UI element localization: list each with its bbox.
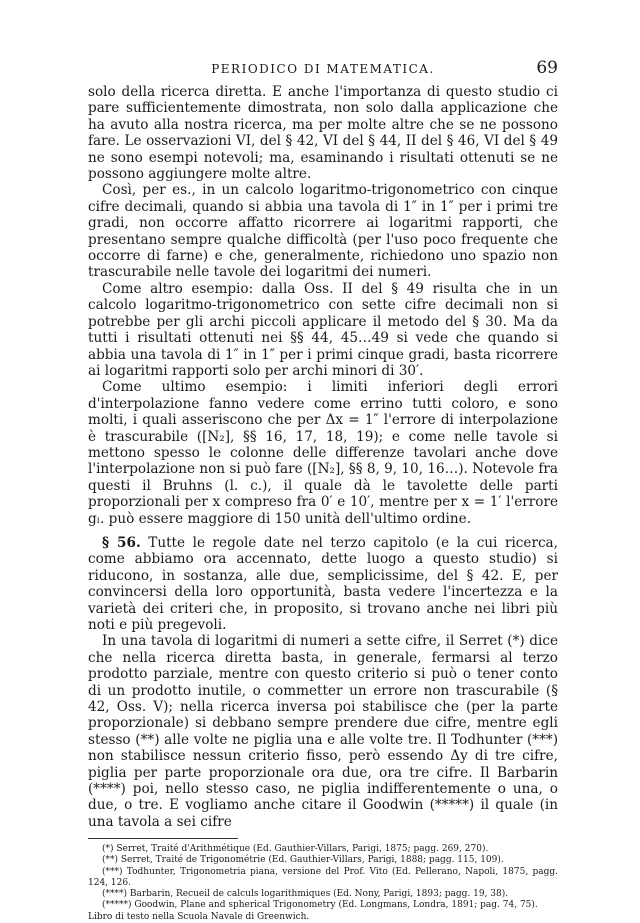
footnote: (***) Todhunter, Trigonometria piana, versione del Prof. Vito (Ed. Pellerano, Napoli, 1875, pagg. 124, 126. (88, 866, 558, 888)
footnotes (88, 844, 558, 922)
page-header (88, 58, 558, 80)
page-number: 69 (536, 58, 558, 78)
section-number: § 56. (102, 534, 141, 551)
section-56-paragraph (88, 535, 558, 633)
footnote: (*) Serret, Traité d'Arithmétique (Ed. Gauthier-Villars, Parigi, 1875; pagg. 269, 270). (102, 844, 489, 855)
page (88, 58, 558, 923)
section-text: Tutte le regole date nel terzo capitolo (e la cui ricerca, come abbiamo ora accennato, dette luogo a questo studio) si riducono, in sostanza, alle due, semplicissime, del § 42. E, per convincersi della loro opportunità, basta vedere l'incertezza e la varietà dei criteri che, in proposito, si trovano anche nei libri più noti e più pregevoli. (88, 534, 558, 633)
paragraph: In una tavola di logaritmi di numeri a sette cifre, il Serret (*) dice che nella ricerca diretta basta, in generale, fermarsi al terzo prodotto parziale, mentre con questo criterio si può o tener conto di un prodotto inutile, o commetter un errore non trascurabile (§ 42, Oss. V); nella ricerca inversa poi stabilisce che (per la parte proporzionale) si debbano sempre prendere due cifre, mentre egli stesso (**) alle volte ne piglia una e alle volte tre. Il Todhunter (***) non stabilisce nessun criterio fisso, però essendo Δy di tre cifre, piglia per parte proporzionale ora due, ora tre cifre. Il Barbarin (****) poi, nello stesso caso, ne piglia indifferentemente o una, o due, o tre. E vogliamo anche citare il Goodwin (*****) il quale (in una tavola a sei cifre (88, 633, 558, 830)
paragraph: Come ultimo esempio: i limiti inferiori degli errori d'interpolazione fanno vedere come errino tutti coloro, e sono molti, i quali asseriscono che per Δx = 1″ l'errore di interpolazione è trascurabile ([N₂], §§ 16, 17, 18, 19); e come nelle tavole si mettono spesso le colonne delle differenze tavolari anche dove l'interpolazione non si può fare ([N₂], §§ 8, 9, 10, 16…). Notevole fra questi il Bruhns (l. c.), il quale dà le tavolette delle parti proporzionali per x compreso fra 0′ e 10′, mentre per x = 1′ l'errore gₗ. può essere maggiore di 150 unità dell'ultimo ordine. (88, 379, 558, 527)
footnote: (****) Barbarin, Recueil de calculs logarithmiques (Ed. Nony, Parigi, 1893; pagg. 19, 38). (102, 889, 509, 900)
footnote-divider (88, 838, 238, 839)
footnote: (*****) Goodwin, Plane and spherical Trigonometry (Ed. Longmans, Londra, 1891; pag. 74, 75). (102, 900, 538, 911)
running-title: PERIODICO DI MATEMATICA. (211, 62, 435, 76)
paragraph: Come altro esempio: dalla Oss. II del § 49 risulta che in un calcolo logaritmo-trigonometrico con sette cifre decimali non si potrebbe per gli archi piccoli applicare il metodo del § 30. Ma da tutti i risultati ottenuti nei §§ 44, 45…49 si vede che quando si abbia una tavola di 1″ in 1″ per i primi cinque gradi, basta ricorrere ai logaritmi rapporti solo per archi minori di 30′. (88, 280, 558, 379)
paragraph: solo della ricerca diretta. E anche l'importanza di questo studio ci pare sufficientemente dimostrata, non solo dalla applicazione che ha avuto alla nostra ricerca, ma per molte altre che se ne possono fare. Le osservazioni VI, del § 42, VI del § 44, II del § 46, VI del § 49 ne sono esempi notevoli; ma, esaminando i risultati ottenuti se ne possono aggiungere molte altre. (88, 84, 558, 183)
paragraph: Così, per es., in un calcolo logaritmo-trigonometrico con cinque cifre decimali, quando si abbia una tavola di 1″ in 1″ per i primi tre gradi, non occorre affatto ricorrere ai logaritmi rapporti, che presentano sempre qualche difficoltà (per l'uso poco frequente che occorre di farne) e che, generalmente, richiedono uno spazio non trascurabile nelle tavole dei logaritmi dei numeri. (88, 182, 558, 281)
footnote: Libro di testo nella Scuola Navale di Greenwich. (88, 911, 310, 922)
footnote: (**) Serret, Traité de Trigonométrie (Ed. Gauthier-Villars, Parigi, 1888; pagg. 115, 109). (102, 855, 504, 866)
